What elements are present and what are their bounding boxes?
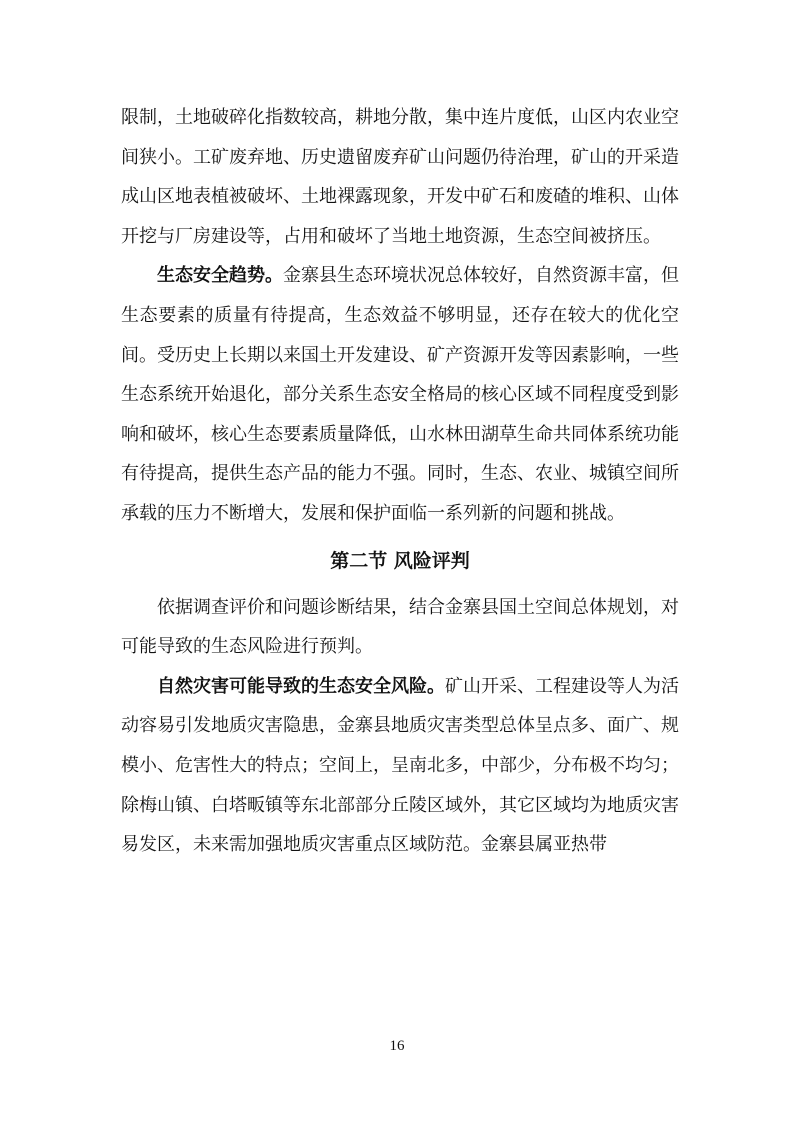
paragraph-text: 矿山开采、工程建设等人为活动容易引发地质灾害隐患，金寨县地质灾害类型总体呈点多、面广、规模小、危害性大的特点；空间上，呈南北多，中部少，分布极不均匀；除梅山镇、白塔畈镇等东北部部分丘陵区域外，其它区域均为地质灾害易发区，未来需加强地质灾害重点区域防范。金寨县属亚热带 [121, 675, 679, 856]
paragraph-text: 金寨县生态环境状况总体较好，自然资源丰富，但生态要素的质量有待提高，生态效益不够明显，还存在较大的优化空间。受历史上长期以来国土开发建设、矿产资源开发等因素影响，一些生态系统开始退化，部分关系生态安全格局的核心区域不同程度受到影响和破坏，核心生态要素质量降低，山水林田湖草生命共同体系统功能有待提高，提供生态产品的能力不强。同时，生态、农业、城镇空间所承载的压力不断增大，发展和保护面临一系列新的问题和挑战。 [121, 265, 679, 524]
paragraph-continued [121, 98, 679, 256]
paragraph-ecological-security-trend [121, 256, 679, 533]
paragraph-text: 限制，土地破碎化指数较高，耕地分散，集中连片度低，山区内农业空间狭小。工矿废弃地、历史遗留废弃矿山问题仍待治理，矿山的开采造成山区地表植被破坏、土地裸露现象，开发中矿石和废碴的堆积、山体开挖与厂房建设等，占用和破坏了当地土地资源，生态空间被挤压。 [121, 107, 679, 247]
section-title: 第二节 风险评判 [330, 549, 470, 572]
paragraph-lead-heading: 自然灾害可能导致的生态安全风险。 [157, 675, 445, 697]
page-body [121, 98, 679, 865]
paragraph-lead-heading: 生态安全趋势。 [157, 265, 283, 287]
page-number: 16 [389, 1038, 405, 1054]
paragraph-text: 依据调查评价和问题诊断结果，结合金寨县国土空间总体规划，对可能导致的生态风险进行预判。 [121, 596, 679, 658]
paragraph-intro [121, 588, 679, 667]
paragraph-natural-disaster-risk [121, 667, 679, 865]
